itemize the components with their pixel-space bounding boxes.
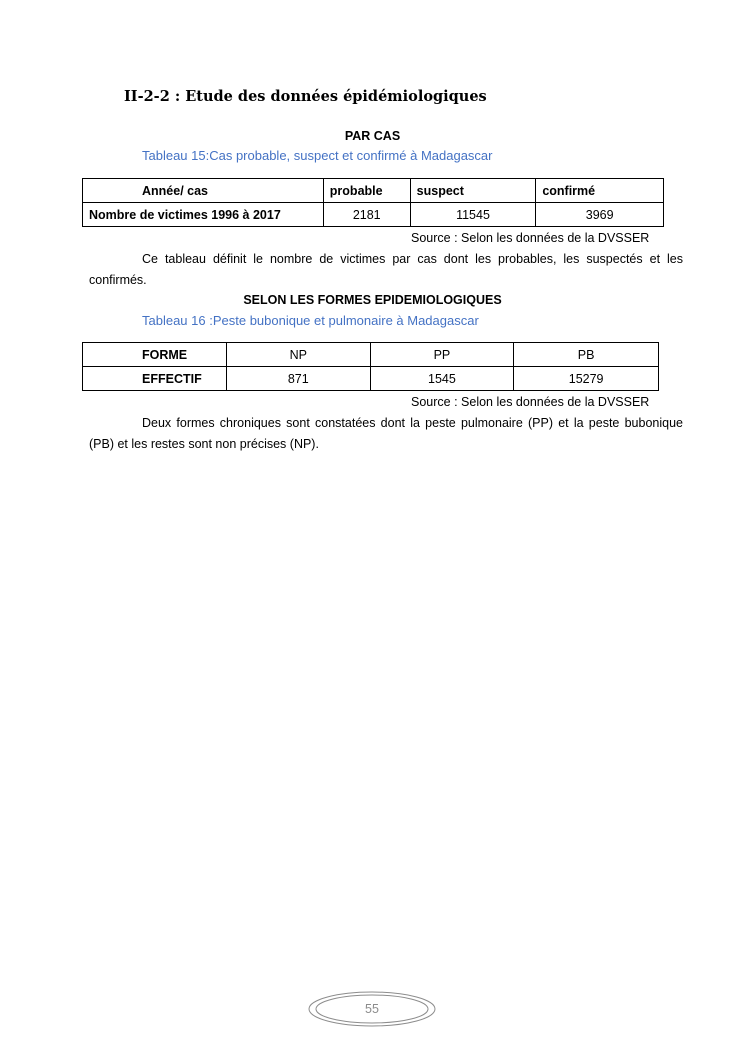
table-cell: 3969: [536, 203, 664, 227]
table-header-cell: NP: [226, 343, 370, 367]
table-row: [83, 367, 659, 391]
table16: [82, 342, 659, 391]
table-header-cell: PB: [514, 343, 659, 367]
table-cell: Nombre de victimes 1996 à 2017: [83, 203, 324, 227]
table15-source: Source : Selon les données de la DVSSER: [411, 231, 650, 245]
table-header-cell: probable: [323, 179, 410, 203]
table-cell: 871: [226, 367, 370, 391]
table-row: [83, 203, 664, 227]
table16-section-title: SELON LES FORMES EPIDEMIOLOGIQUES: [243, 293, 502, 307]
table-cell: 11545: [410, 203, 536, 227]
table16-paragraph: Deux formes chroniques sont constatées dont la peste pulmonaire (PP) et la peste bubonique (PB) et les restes sont non précises (NP).: [89, 416, 683, 451]
table16-source: Source : Selon les données de la DVSSER: [411, 395, 650, 409]
table15-caption: Tableau 15:Cas probable, suspect et confirmé à Madagascar: [142, 148, 493, 163]
table-header-cell: confirmé: [536, 179, 664, 203]
table-cell: 2181: [323, 203, 410, 227]
table16-caption: Tableau 16 :Peste bubonique et pulmonaire à Madagascar: [142, 313, 479, 328]
table-header-row: [83, 343, 659, 367]
section-heading: II-2-2 : Etude des données épidémiologiques: [124, 88, 487, 105]
table15: [82, 178, 664, 227]
table15-paragraph: Ce tableau définit le nombre de victimes par cas dont les probables, les suspectés et les confirmés.: [89, 252, 683, 287]
table-cell: EFFECTIF: [83, 367, 227, 391]
table-header-cell: FORME: [83, 343, 227, 367]
table-header-cell: Année/ cas: [83, 179, 324, 203]
table-header-row: [83, 179, 664, 203]
table15-section-title: PAR CAS: [344, 129, 401, 143]
page-number-badge: [308, 991, 436, 1027]
table-header-cell: PP: [370, 343, 514, 367]
table-cell: 15279: [514, 367, 659, 391]
table-header-cell: suspect: [410, 179, 536, 203]
page-number: 55: [365, 1002, 379, 1016]
table-cell: 1545: [370, 367, 514, 391]
